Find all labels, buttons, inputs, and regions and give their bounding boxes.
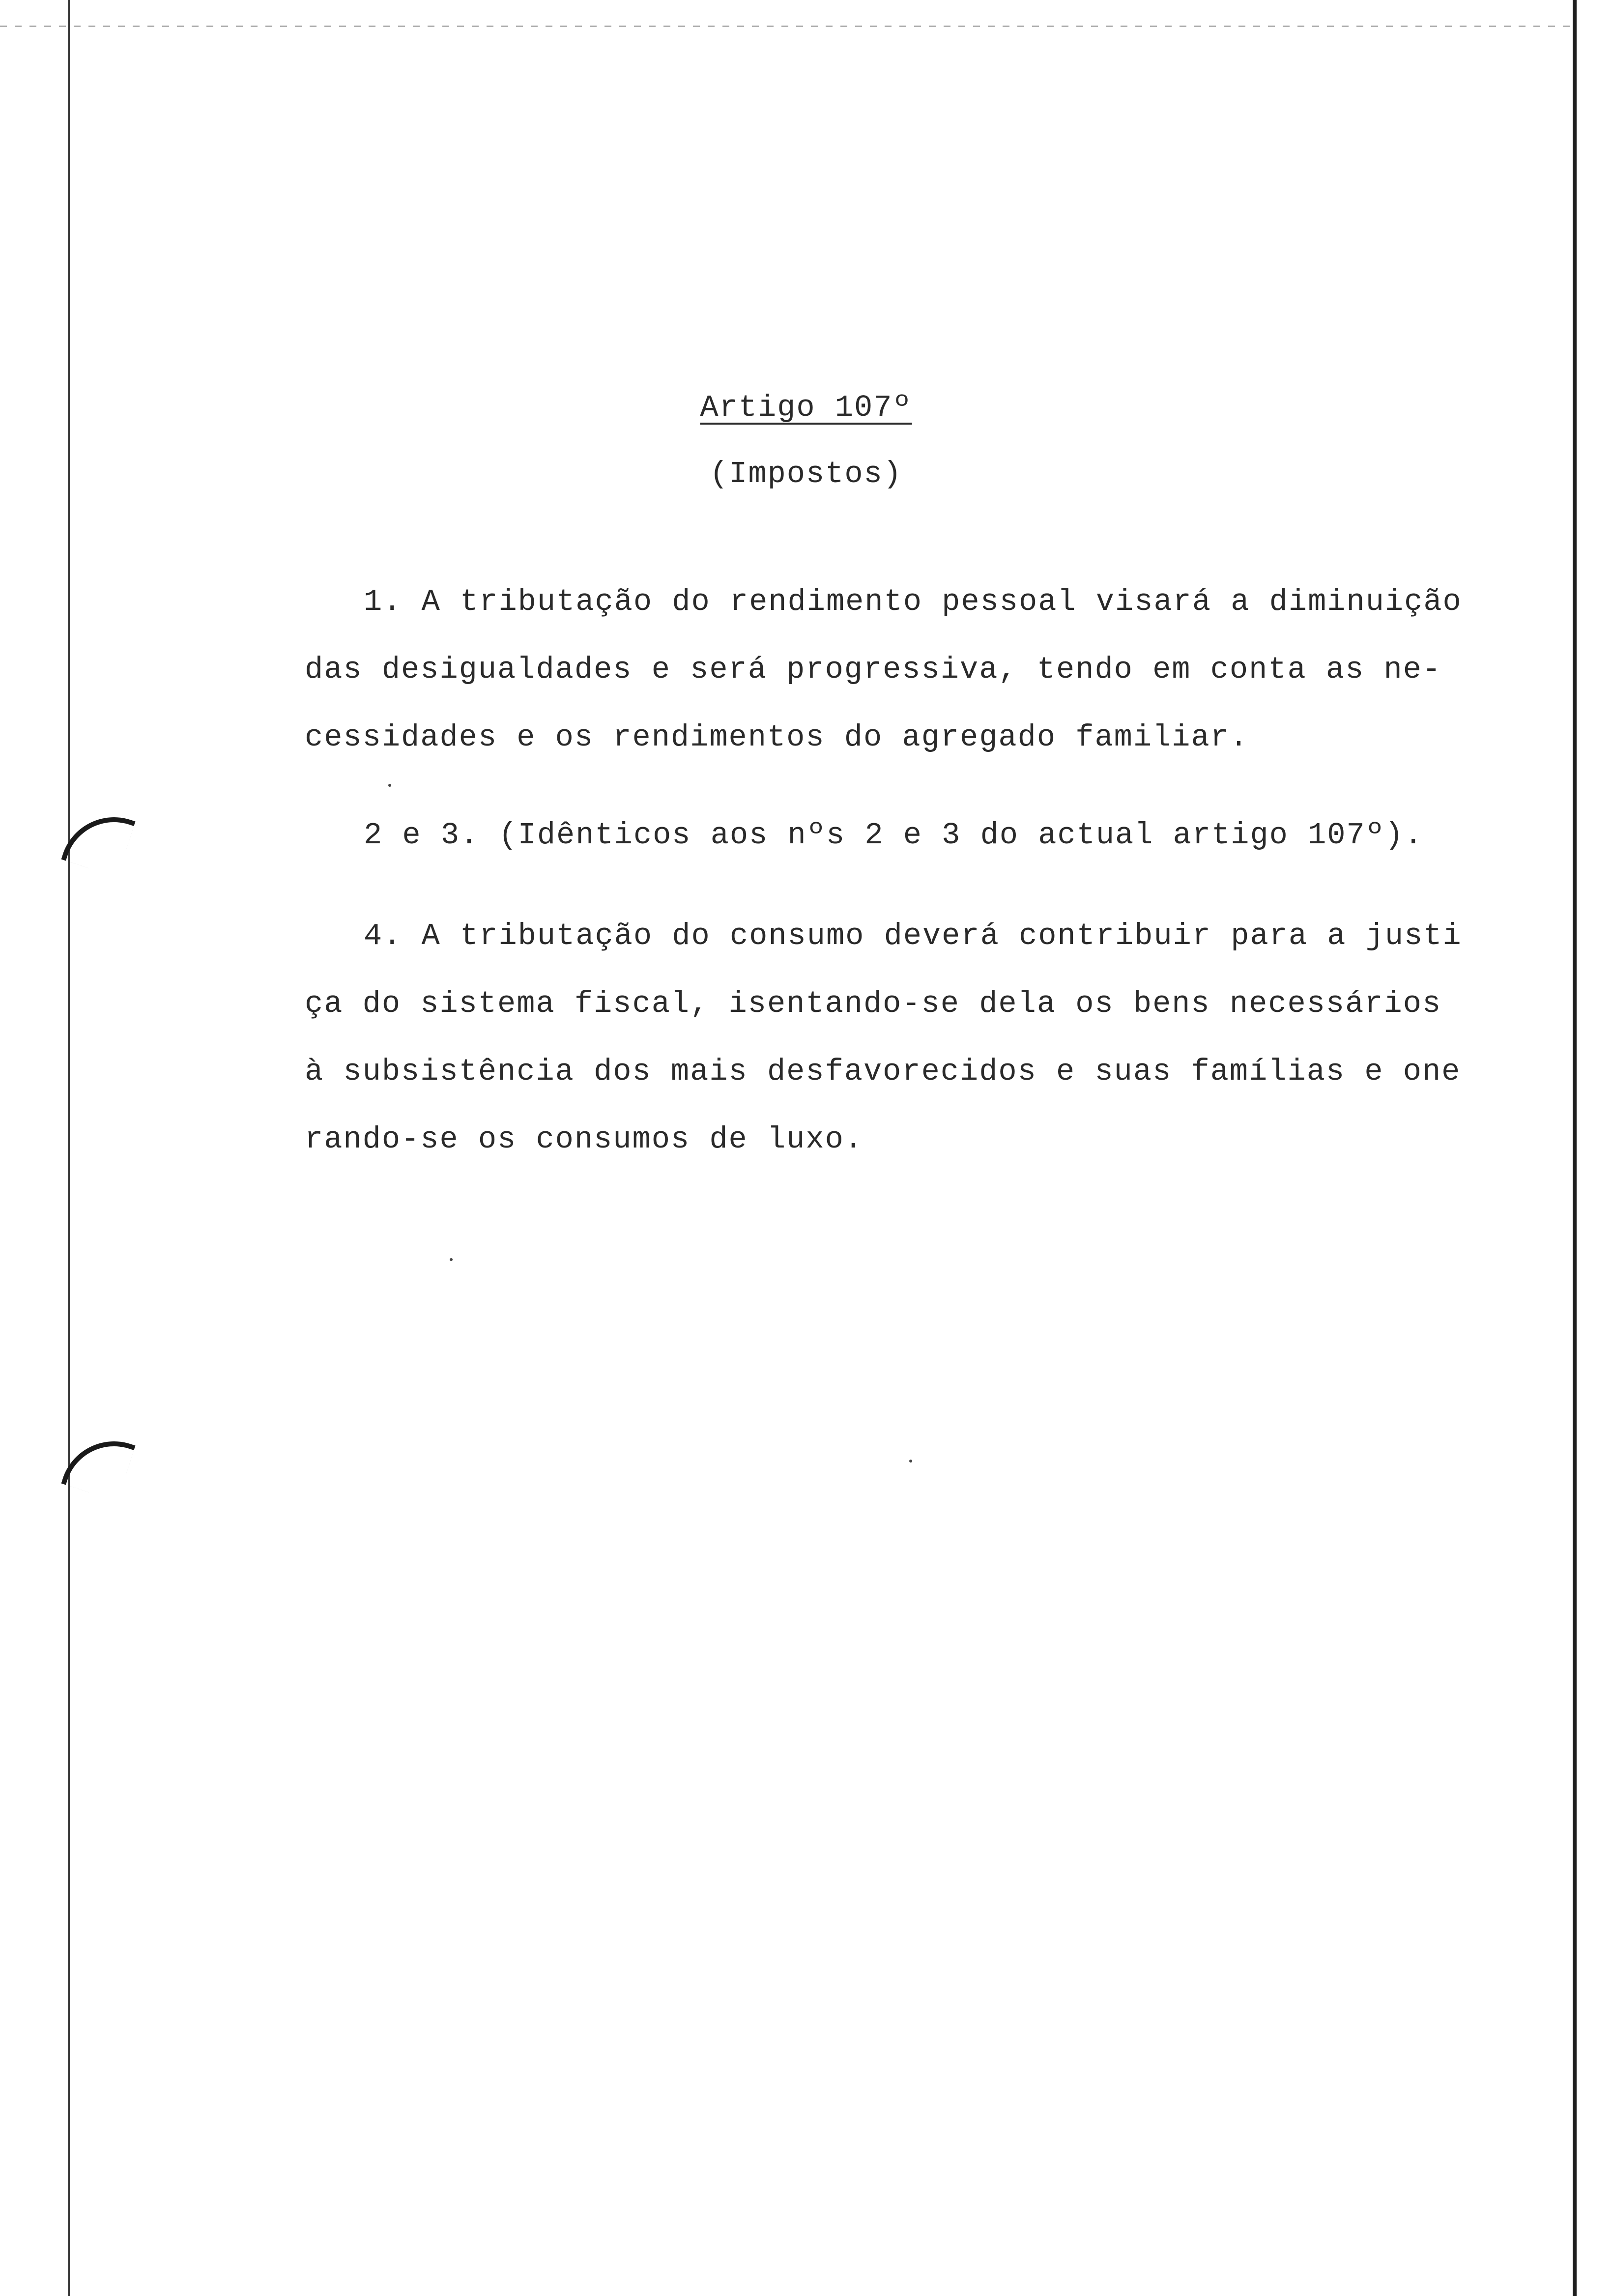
article-title bbox=[0, 388, 1612, 428]
punch-hole-mark bbox=[61, 1427, 135, 1501]
binding-edge-line bbox=[68, 0, 70, 2296]
paragraph-line: rando-se os consumos de luxo. bbox=[305, 1122, 864, 1157]
paragraph-line: cessidades e os rendimentos do agregado familiar. bbox=[305, 720, 1249, 755]
punch-hole-mark bbox=[61, 803, 135, 877]
article-subtitle: (Impostos) bbox=[709, 457, 903, 491]
paragraph-line: 1. A tributação do rendimento pessoal visará a diminuição bbox=[364, 584, 1462, 619]
paragraph-line: à subsistência dos mais desfavorecidos e suas famílias e one bbox=[305, 1054, 1461, 1089]
scan-speck bbox=[909, 1460, 912, 1463]
paragraph-2 bbox=[305, 816, 1494, 884]
paragraph-line: ça do sistema fiscal, isentando-se dela os bens necessários bbox=[305, 986, 1442, 1021]
paragraph-line: das desigualdades e será progressiva, tendo em conta as ne- bbox=[305, 652, 1442, 687]
scan-top-line bbox=[0, 26, 1573, 27]
article-title-text: Artigo 107º bbox=[700, 390, 912, 425]
scan-right-edge bbox=[1573, 0, 1577, 2296]
scan-speck bbox=[450, 1258, 453, 1261]
paragraph-1 bbox=[305, 582, 1494, 786]
paragraph-line: 2 e 3. (Idênticos aos nºs 2 e 3 do actual artigo 107º). bbox=[364, 818, 1424, 853]
paragraph-3 bbox=[305, 917, 1494, 1188]
paragraph-line: 4. A tributação do consumo deverá contribuir para a justi bbox=[364, 918, 1462, 953]
